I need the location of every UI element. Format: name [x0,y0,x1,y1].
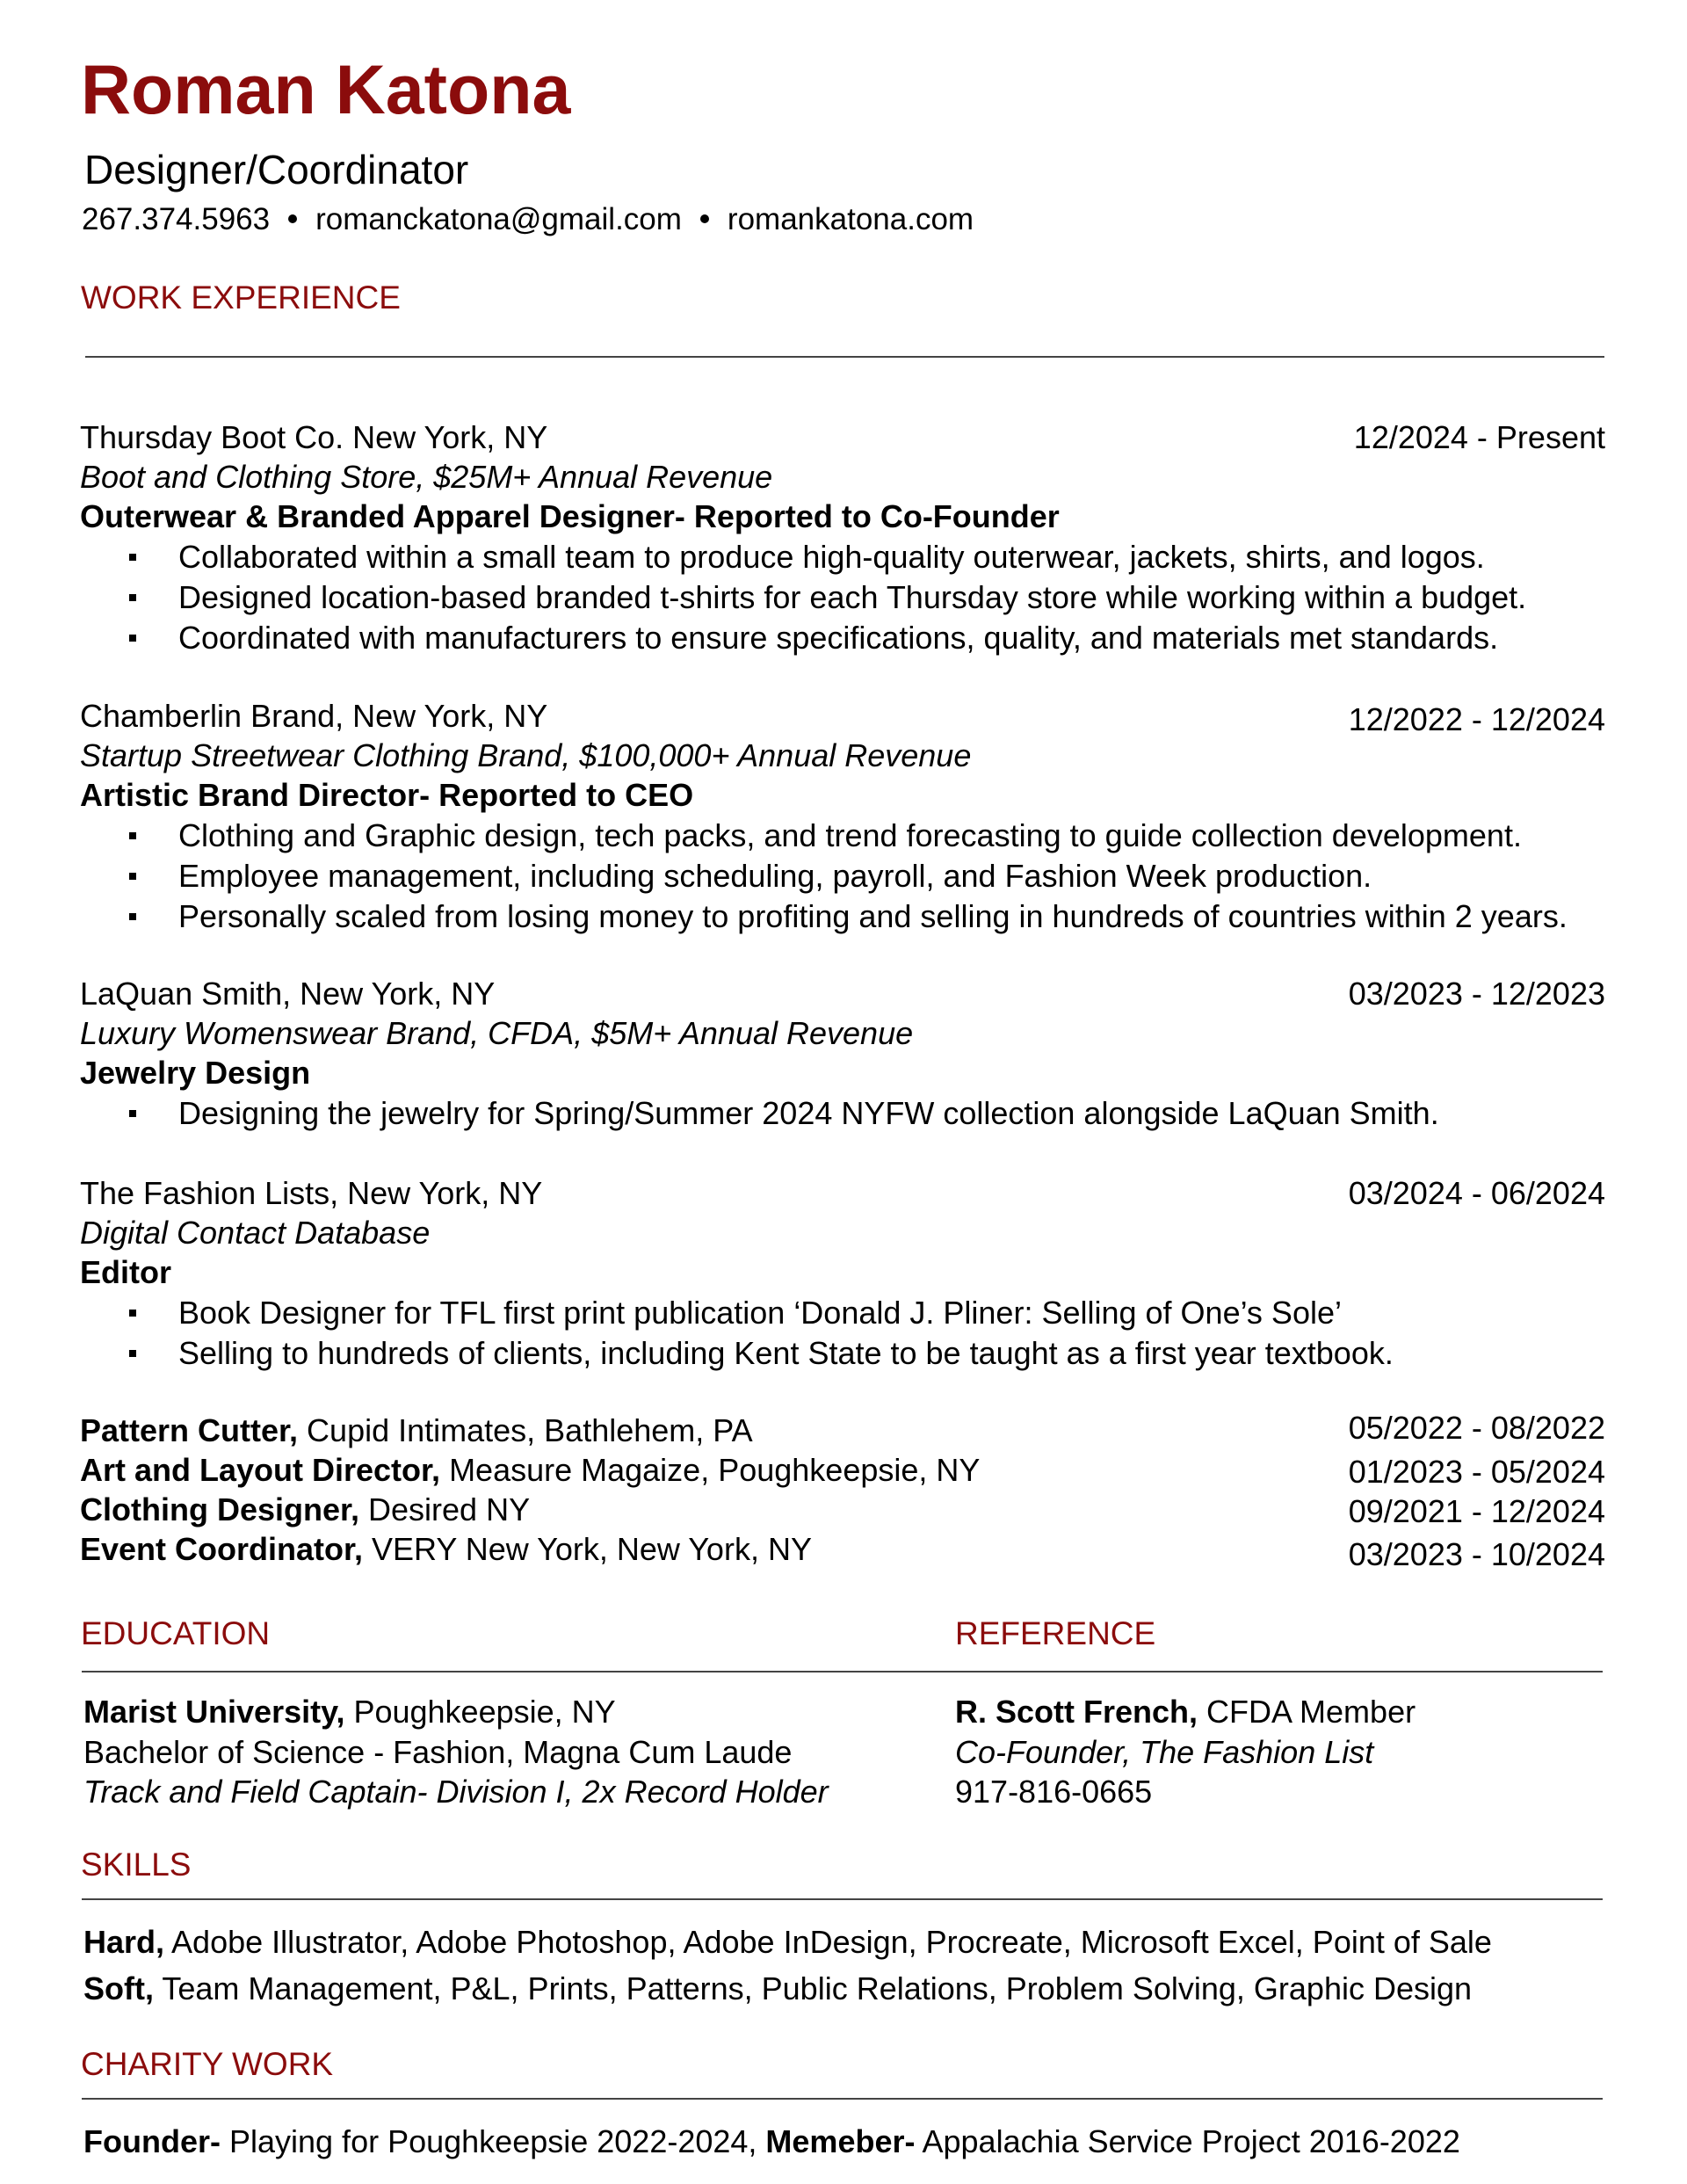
email[interactable]: romanckatona@gmail.com [315,202,682,236]
section-rule [82,2098,1603,2100]
charity-text-founder: Playing for Poughkeepsie 2022-2024, [220,2123,766,2159]
short-role-detail: VERY New York, New York, NY [363,1531,812,1567]
section-rule [82,1898,1603,1900]
charity-label-member: Memeber- [765,2123,916,2159]
section-heading-education: EDUCATION [81,1615,271,1651]
charity-line [83,2123,1460,2159]
job-role: Editor [80,1254,171,1290]
skills-hard-list: Adobe Illustrator, Adobe Photoshop, Adobe InDesign, Procreate, Microsoft Excel, Point of Sale [164,1924,1492,1960]
job-dates: 12/2022 - 12/2024 [1348,701,1605,737]
job-role: Outerwear & Branded Apparel Designer- Reported to Co-Founder [80,498,1060,534]
bullet-icon [129,832,136,839]
bullet-icon [129,913,136,920]
candidate-title: Designer/Coordinator [84,147,469,192]
job-dates: 03/2023 - 12/2023 [1348,976,1605,1012]
job-bullet: Personally scaled from losing money to profiting and selling in hundreds of countries within 2 years. [178,898,1568,934]
short-role [80,1412,753,1448]
short-role-title: Art and Layout Director, [80,1452,441,1488]
short-role [80,1452,981,1488]
reference-name: R. Scott French, [955,1694,1198,1730]
education-school [83,1696,616,1728]
job-bullet: Coordinated with manufacturers to ensure specifications, quality, and materials met standards. [178,620,1499,656]
short-role-title: Event Coordinator, [80,1531,364,1567]
short-role [80,1491,531,1527]
website[interactable]: romankatona.com [727,202,974,236]
job-bullet: Selling to hundreds of clients, including Kent State to be taught as a first year textbook. [178,1335,1394,1371]
job-description: Digital Contact Database [80,1215,431,1251]
short-role-title: Clothing Designer, [80,1491,360,1527]
bullet-icon [129,1310,136,1317]
short-role-dates: 09/2021 - 12/2024 [1348,1493,1605,1529]
separator-dot-icon [288,214,297,223]
bullet-icon [129,1350,136,1357]
job-dates: 03/2024 - 06/2024 [1348,1175,1605,1211]
skills-soft-list: Team Management, P&L, Prints, Patterns, Public Relations, Problem Solving, Graphic Design [153,1970,1473,2006]
short-role-title: Pattern Cutter, [80,1412,299,1448]
school-location: Poughkeepsie, NY [344,1694,616,1730]
charity-label-founder: Founder- [83,2123,221,2159]
contact-line [82,204,974,235]
job-bullet: Clothing and Graphic design, tech packs, and trend forecasting to guide collection development. [178,817,1522,853]
bullet-icon [129,554,136,561]
section-heading-reference: REFERENCE [955,1615,1156,1651]
job-description: Boot and Clothing Store, $25M+ Annual Revenue [80,459,773,495]
separator-dot-icon [700,214,709,223]
bullet-icon [129,1110,136,1117]
reference-name-line [955,1696,1415,1728]
job-company: LaQuan Smith, New York, NY [80,976,496,1012]
candidate-name: Roman Katona [81,50,571,128]
reference-position: Co-Founder, The Fashion List [955,1734,1374,1770]
job-bullet: Book Designer for TFL first print publication ‘Donald J. Pliner: Selling of One’s Sole’ [178,1295,1342,1331]
job-description: Startup Streetwear Clothing Brand, $100,000+ Annual Revenue [80,737,972,773]
short-role-dates: 03/2023 - 10/2024 [1348,1536,1605,1572]
skills-soft-label: Soft, [83,1970,154,2006]
job-description: Luxury Womenswear Brand, CFDA, $5M+ Annual Revenue [80,1015,914,1051]
section-heading-work: WORK EXPERIENCE [81,279,401,316]
job-company: Chamberlin Brand, New York, NY [80,698,548,734]
job-bullet: Designed location-based branded t-shirts for each Thursday store while working within a budget. [178,579,1527,615]
bullet-icon [129,873,136,880]
short-role-detail: Desired NY [359,1491,531,1527]
job-role: Jewelry Design [80,1055,311,1091]
section-rule [82,1671,1603,1672]
short-role-dates: 01/2023 - 05/2024 [1348,1454,1605,1490]
short-role-detail: Measure Magaize, Poughkeepsie, NY [440,1452,981,1488]
reference-affiliation: CFDA Member [1198,1694,1416,1730]
job-role: Artistic Brand Director- Reported to CEO [80,777,694,813]
section-rule [85,356,1604,358]
short-role [80,1531,812,1567]
job-company: The Fashion Lists, New York, NY [80,1175,543,1211]
skills-soft [83,1970,1473,2006]
reference-phone: 917-816-0665 [955,1774,1153,1810]
job-company: Thursday Boot Co. New York, NY [80,419,548,455]
short-role-dates: 05/2022 - 08/2022 [1348,1410,1605,1446]
section-heading-skills: SKILLS [81,1847,192,1883]
section-heading-charity: CHARITY WORK [81,2046,334,2082]
bullet-icon [129,594,136,601]
job-bullet: Employee management, including scheduling, payroll, and Fashion Week production. [178,858,1372,894]
job-bullet: Collaborated within a small team to produce high-quality outerwear, jackets, shirts, and logos. [178,539,1485,575]
job-bullet: Designing the jewelry for Spring/Summer 2024 NYFW collection alongside LaQuan Smith. [178,1095,1439,1131]
skills-hard-label: Hard, [83,1924,165,1960]
bullet-icon [129,635,136,642]
education-note: Track and Field Captain- Division I, 2x Record Holder [83,1774,829,1810]
short-role-detail: Cupid Intimates, Bathlehem, PA [298,1412,753,1448]
school-name: Marist University, [83,1694,345,1730]
job-dates: 12/2024 - Present [1353,419,1605,455]
phone: 267.374.5963 [82,202,271,236]
education-degree: Bachelor of Science - Fashion, Magna Cum Laude [83,1734,793,1770]
charity-text-member: Appalachia Service Project 2016-2022 [915,2123,1460,2159]
skills-hard [83,1926,1492,1958]
